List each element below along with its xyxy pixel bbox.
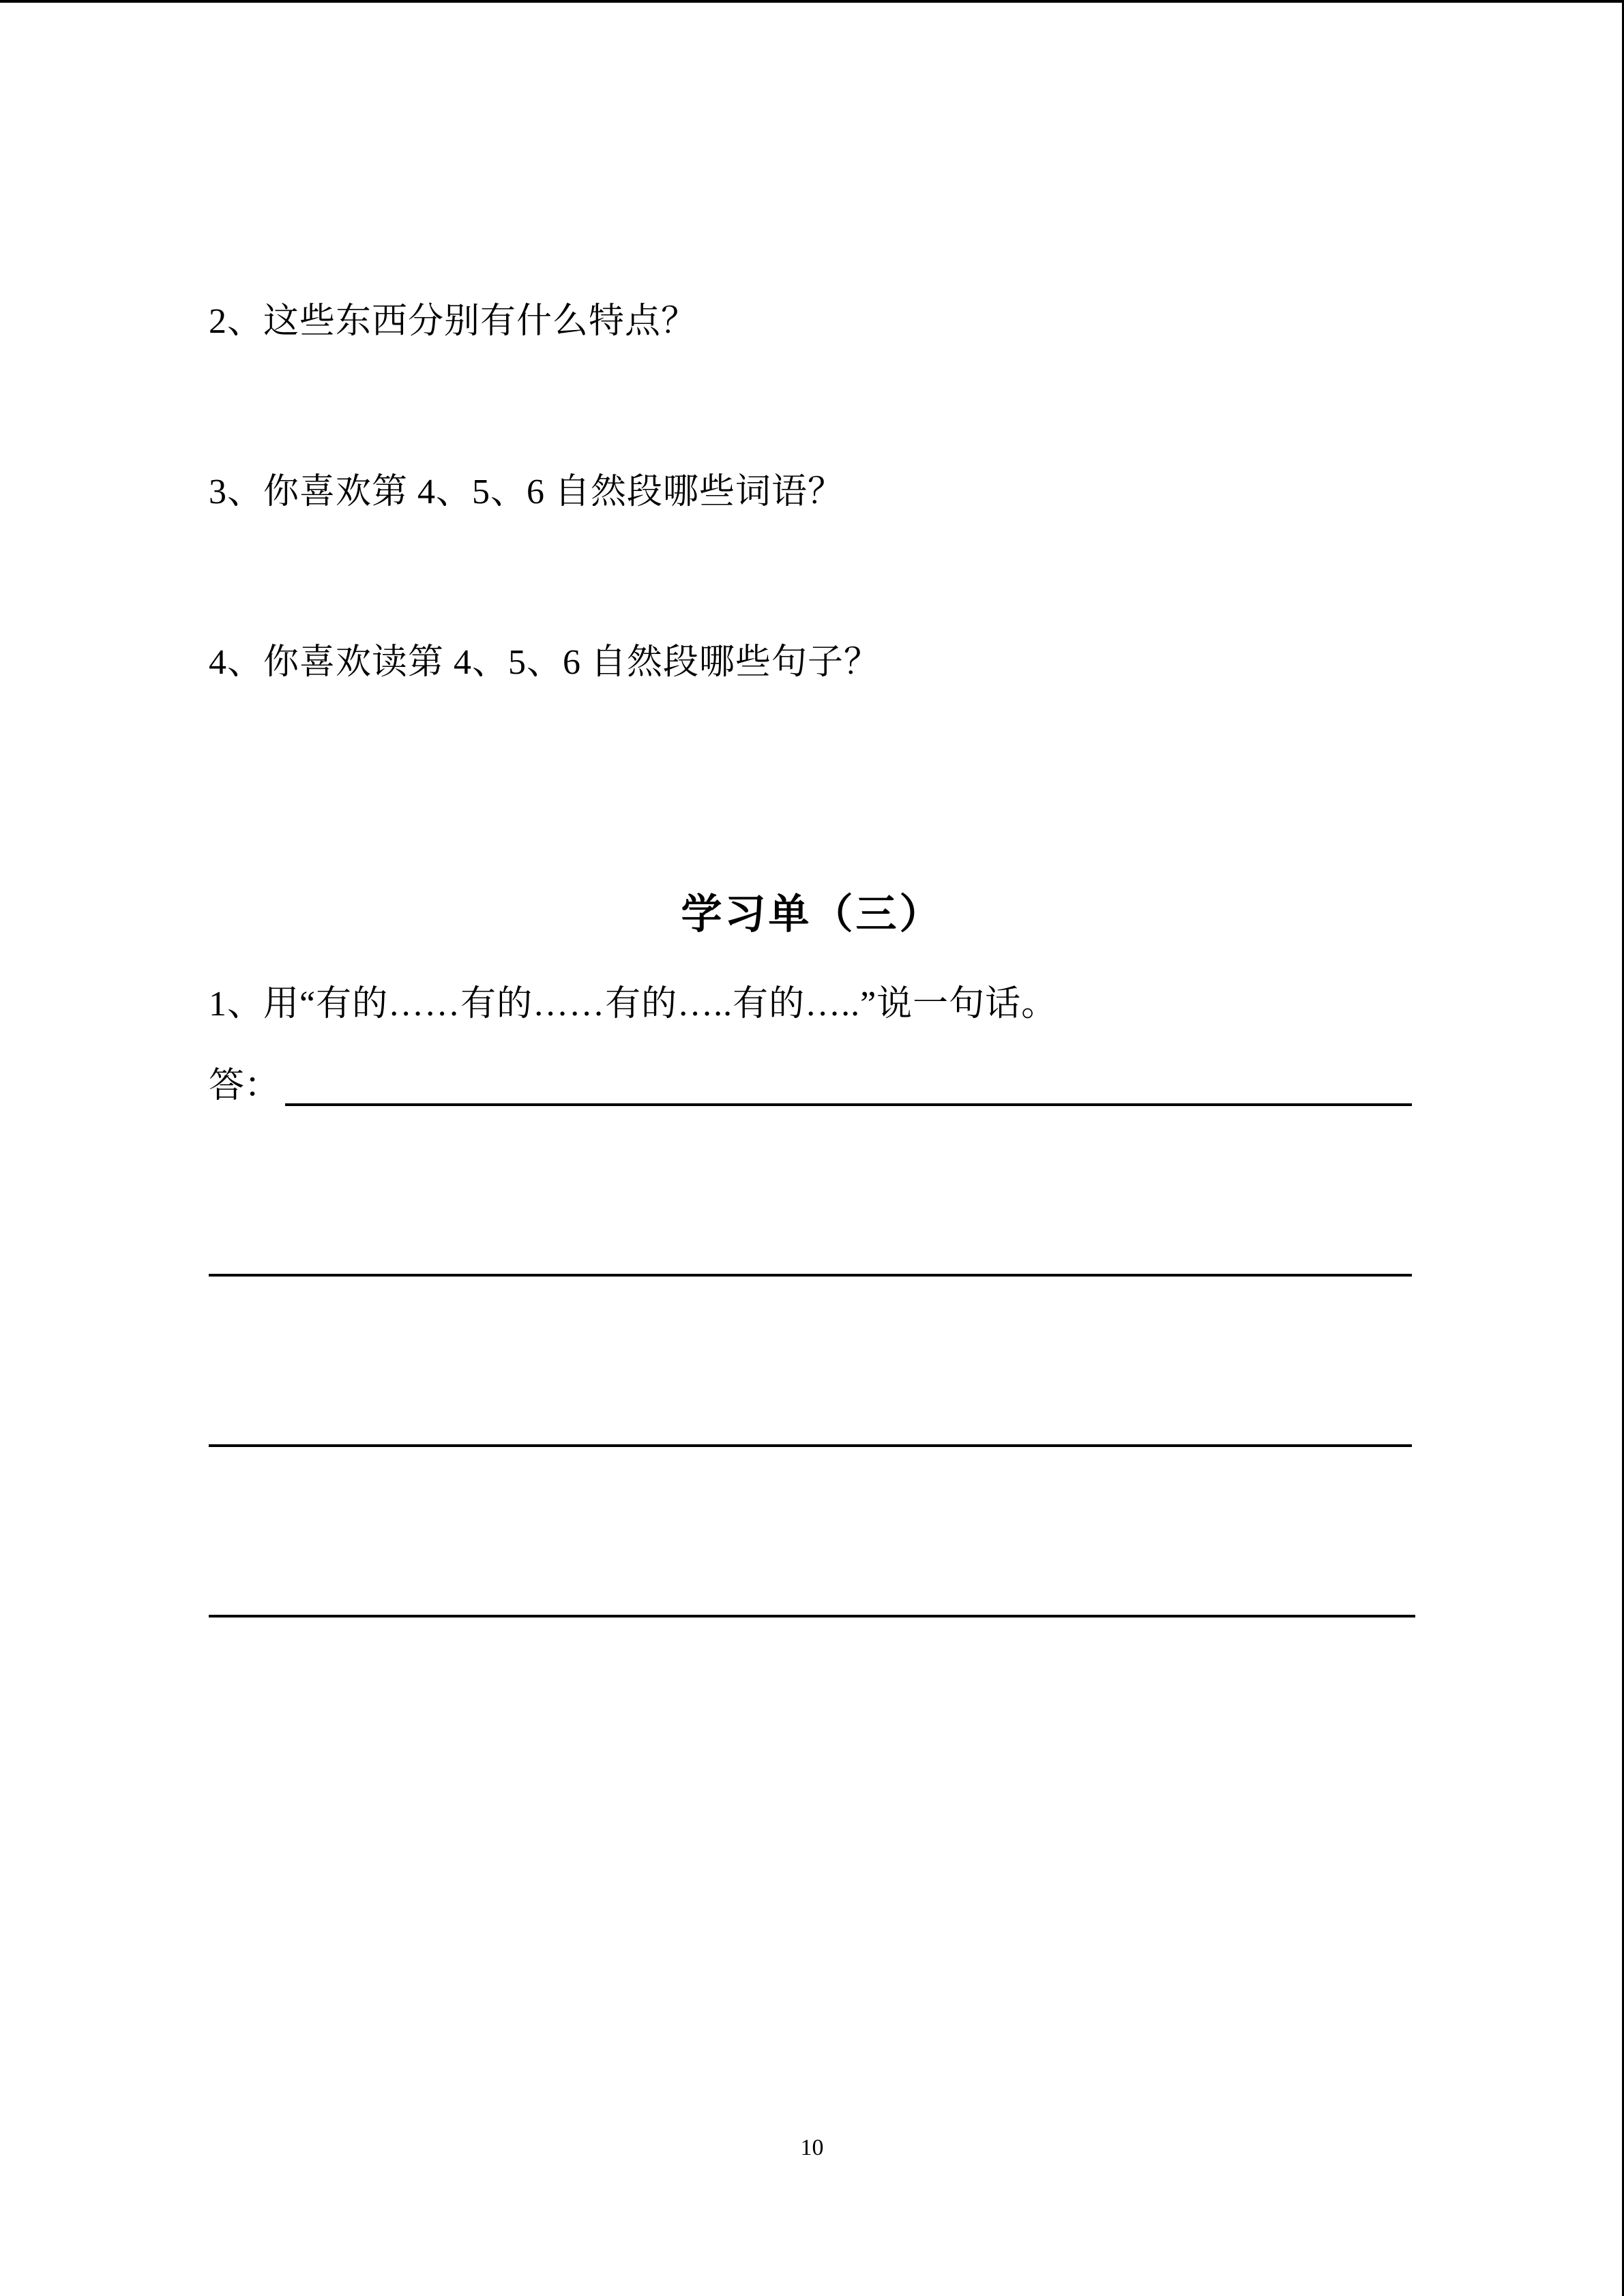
answer-line-2[interactable] [209,1274,1412,1277]
answer-line-3[interactable] [209,1444,1412,1447]
answer-line-4[interactable] [209,1615,1415,1617]
worksheet-question-1: 1、用“有的……有的……有的…..有的…..”说一句话。 [209,985,1058,1024]
page-top-border [0,0,1624,3]
page-number: 10 [800,2135,824,2160]
worksheet-title: 学习单（三） [681,891,943,938]
answer-line-1[interactable] [285,1103,1412,1106]
answer-label: 答： [209,1067,280,1105]
question-3: 3、你喜欢第 4、5、6 自然段哪些词语？ [209,473,844,511]
question-4: 4、你喜欢读第 4、5、6 自然段哪些句子？ [209,643,881,682]
question-2: 2、这些东西分别有什么特点？ [209,302,698,341]
